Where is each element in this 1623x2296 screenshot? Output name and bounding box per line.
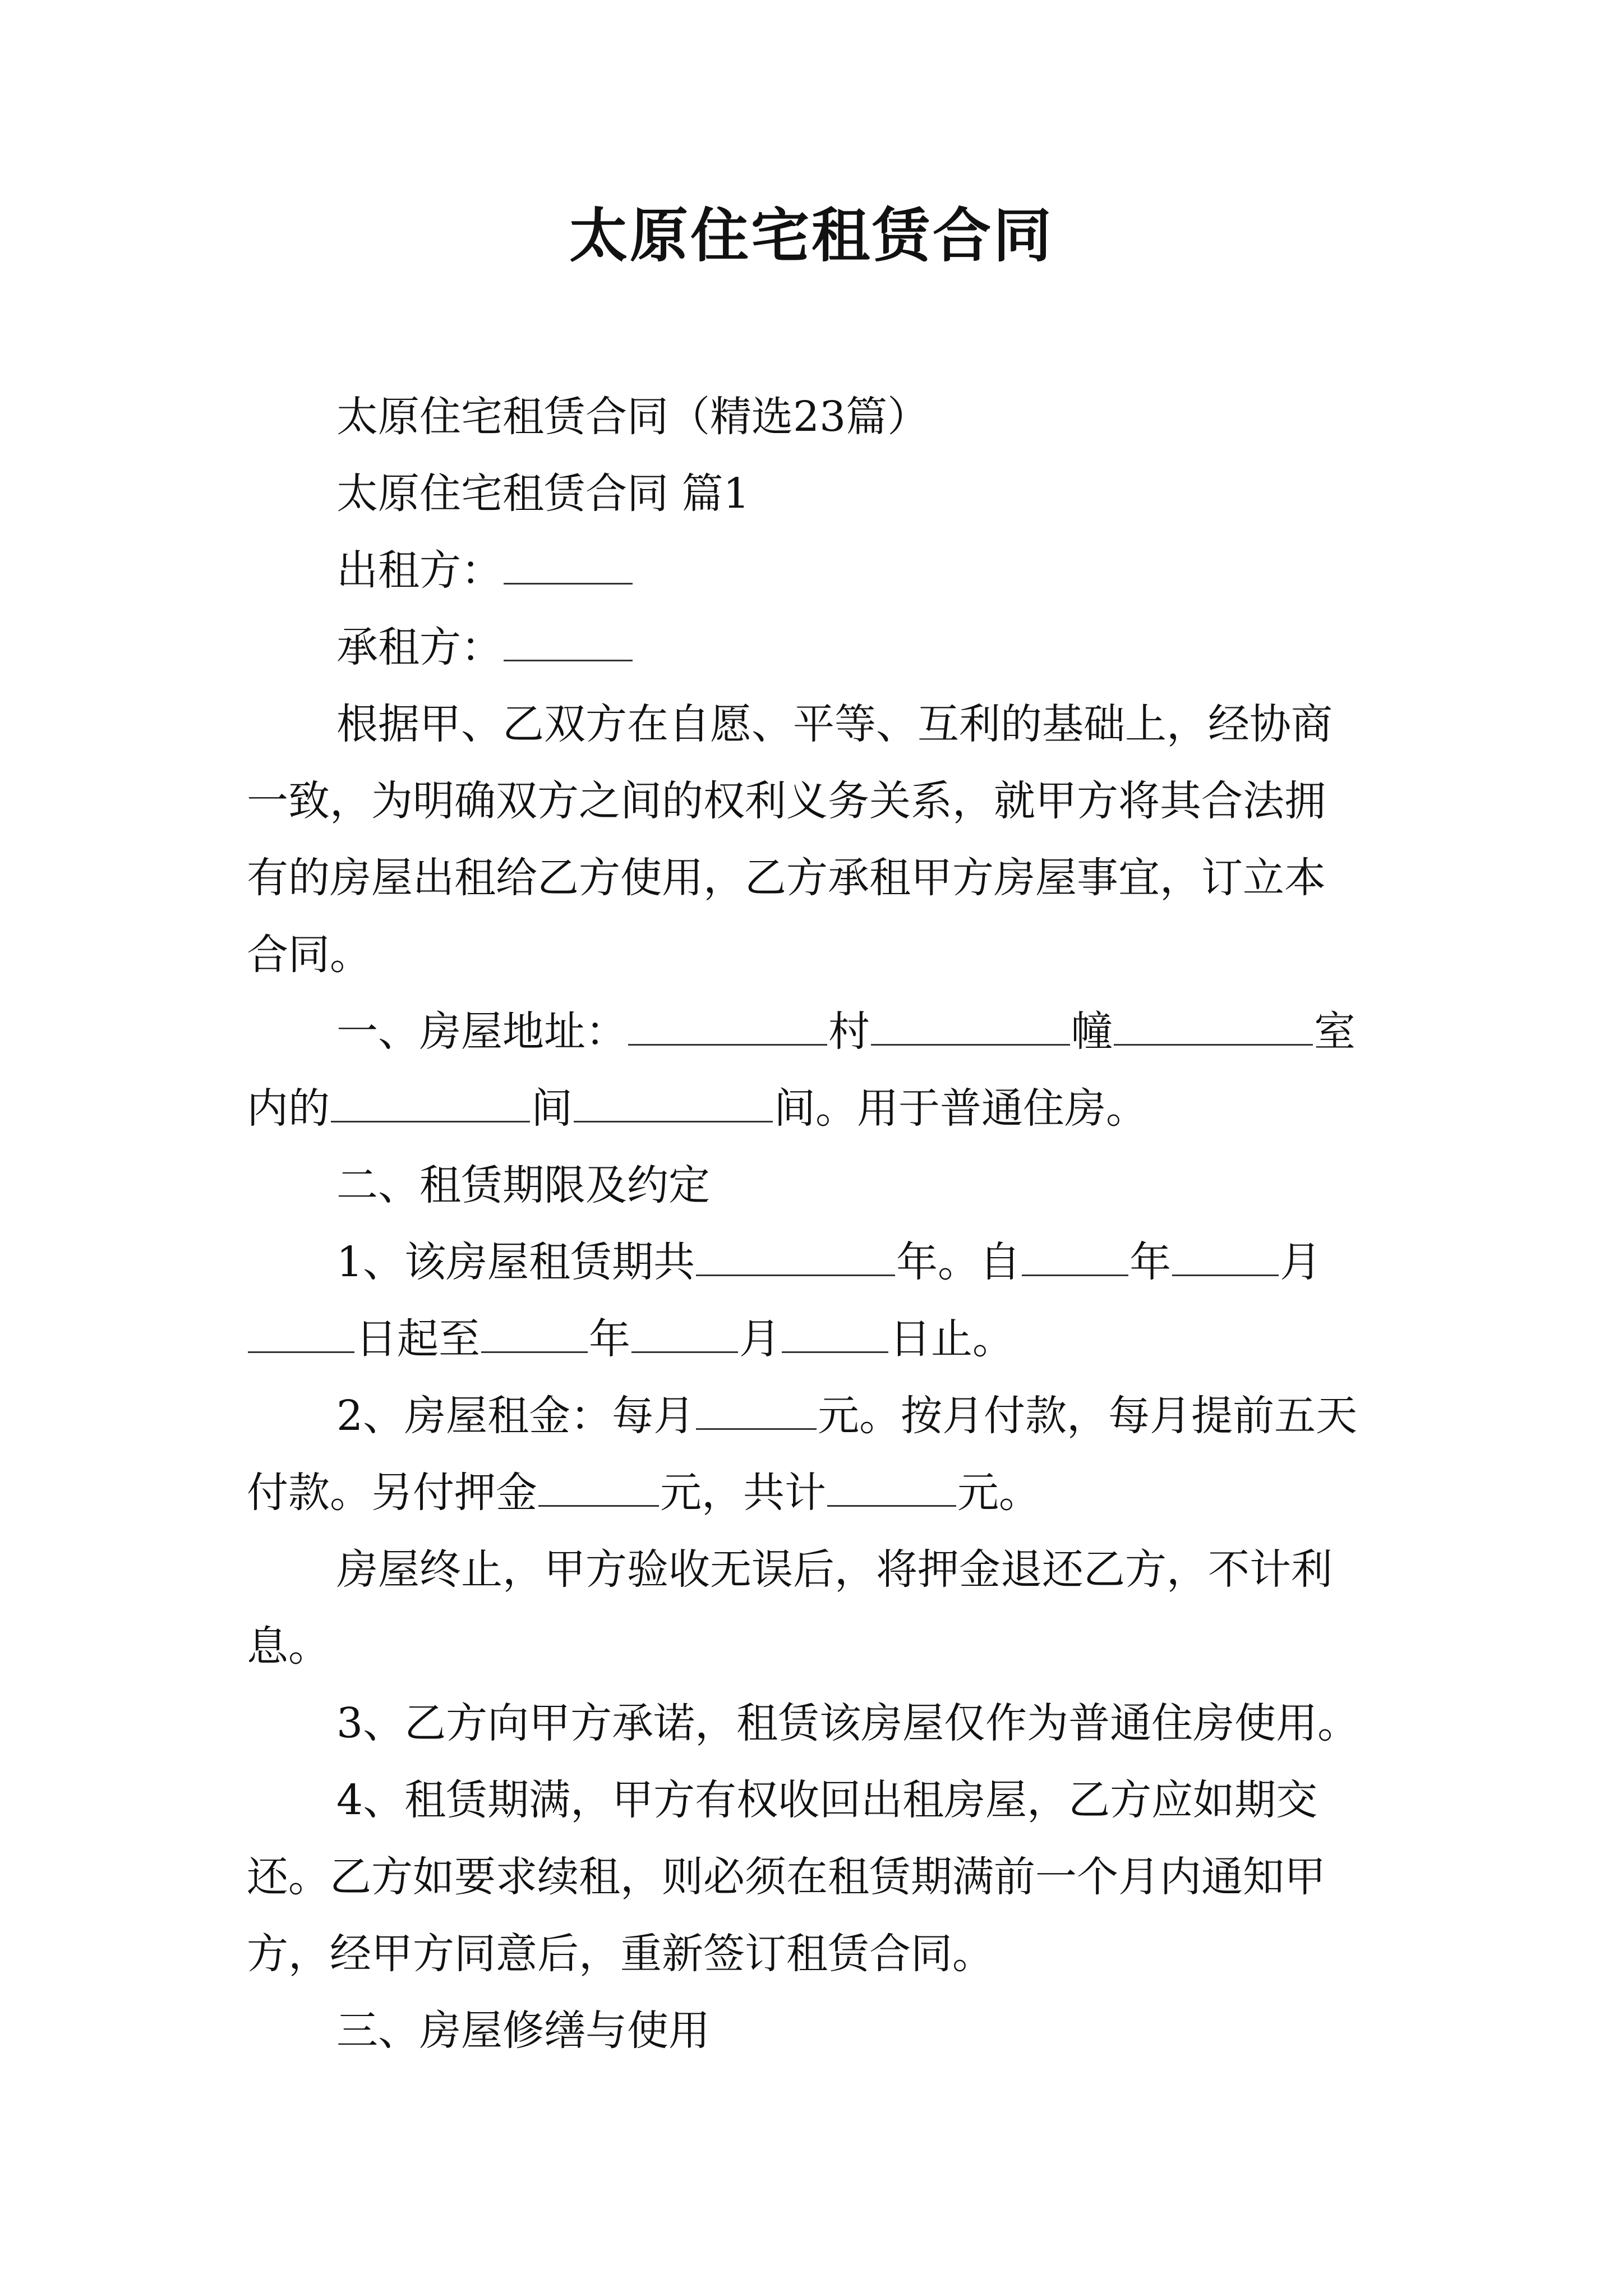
rooms-blank-2[interactable] <box>574 1087 773 1122</box>
intro-line: 有的房屋出租给乙方使用，乙方承租甲方房屋事宜，订立本 <box>247 854 1326 902</box>
inner-label: 内的 <box>247 1084 330 1133</box>
total-blank[interactable] <box>827 1471 956 1507</box>
item3-line: 3、乙方向甲方承诺，租赁该房屋仅作为普通住房使用。 <box>336 1699 1359 1747</box>
item4-line: 4、租赁期满，甲方有权收回出租房屋，乙方应如期交 <box>336 1776 1318 1824</box>
document-body <box>247 379 1391 2069</box>
deposit-blank[interactable] <box>538 1471 659 1507</box>
year-label: 年 <box>1129 1238 1172 1286</box>
intro-line: 合同。 <box>247 931 371 979</box>
room-label: 室 <box>1314 1007 1355 1056</box>
end-month-blank[interactable] <box>631 1318 738 1353</box>
term-years-blank[interactable] <box>696 1241 895 1276</box>
start-day-blank[interactable] <box>248 1318 354 1353</box>
monthly-rent-blank[interactable] <box>696 1395 817 1430</box>
item1-line <box>247 1224 1391 1301</box>
section-heading: 太原住宅租赁合同 篇1 <box>336 470 750 518</box>
item2-line <box>247 1455 1391 1531</box>
end-day-blank[interactable] <box>782 1318 888 1353</box>
clause1-line <box>247 1070 1391 1147</box>
yuan-end-label: 元。 <box>957 1469 1040 1517</box>
clause1-prefix: 一、房屋地址： <box>336 1007 627 1056</box>
lessor-blank[interactable] <box>504 549 633 585</box>
termination-line: 息。 <box>247 1622 330 1671</box>
end-year-blank[interactable] <box>481 1318 588 1353</box>
termination-line: 房屋终止，甲方验收无误后，将押金退还乙方，不计利 <box>336 1545 1332 1594</box>
room-blank[interactable] <box>1114 1010 1313 1046</box>
rooms-label: 间 <box>531 1084 573 1133</box>
lessee-label: 承租方： <box>336 623 502 671</box>
yuan-label: 元。按月付款，每月提前五天 <box>818 1392 1358 1440</box>
document-title: 太原住宅租赁合同 <box>569 201 1054 270</box>
clause2-heading: 二、租赁期限及约定 <box>336 1161 710 1209</box>
lessee-line <box>247 609 1391 686</box>
building-label: 幢 <box>1071 1007 1113 1056</box>
intro-line: 一致，为明确双方之间的权利义务关系，就甲方将其合法拥 <box>247 777 1326 825</box>
year2-label: 年 <box>589 1315 630 1363</box>
lessee-blank[interactable] <box>504 626 633 661</box>
month-label: 月 <box>1280 1238 1322 1286</box>
rooms-blank[interactable] <box>331 1087 530 1122</box>
total-label: 元，共计 <box>660 1469 826 1517</box>
deposit-label: 付款。另付押金 <box>247 1469 537 1517</box>
item4-line: 还。乙方如要求续租，则必须在租赁期满前一个月内通知甲 <box>247 1853 1326 1901</box>
subtitle: 太原住宅租赁合同（精选23篇） <box>336 393 929 441</box>
item4-line: 方，经甲方同意后，重新签订租赁合同。 <box>247 1930 994 1978</box>
start-year-blank[interactable] <box>1022 1241 1128 1276</box>
village-label: 村 <box>828 1007 870 1056</box>
building-blank[interactable] <box>871 1010 1070 1046</box>
lessor-line <box>247 532 1391 609</box>
lessor-label: 出租方： <box>336 546 502 595</box>
month2-label: 月 <box>739 1315 781 1363</box>
item2-prefix: 2、房屋租金：每月 <box>336 1392 695 1440</box>
clause1-suffix: 间。用于普通住房。 <box>774 1084 1147 1133</box>
day-end-label: 日止。 <box>889 1315 1014 1363</box>
day-from-label: 日起至 <box>356 1315 480 1363</box>
intro-line: 根据甲、乙双方在自愿、平等、互利的基础上，经协商 <box>336 700 1332 748</box>
clause3-heading: 三、房屋修缮与使用 <box>336 2007 710 2055</box>
item2-line <box>247 1378 1391 1455</box>
years-label: 年。自 <box>896 1238 1021 1286</box>
start-month-blank[interactable] <box>1172 1241 1279 1276</box>
item1-prefix: 1、该房屋租赁期共 <box>336 1238 695 1286</box>
village-blank[interactable] <box>628 1010 827 1046</box>
item1-line <box>247 1301 1391 1378</box>
clause1-line <box>247 993 1391 1070</box>
